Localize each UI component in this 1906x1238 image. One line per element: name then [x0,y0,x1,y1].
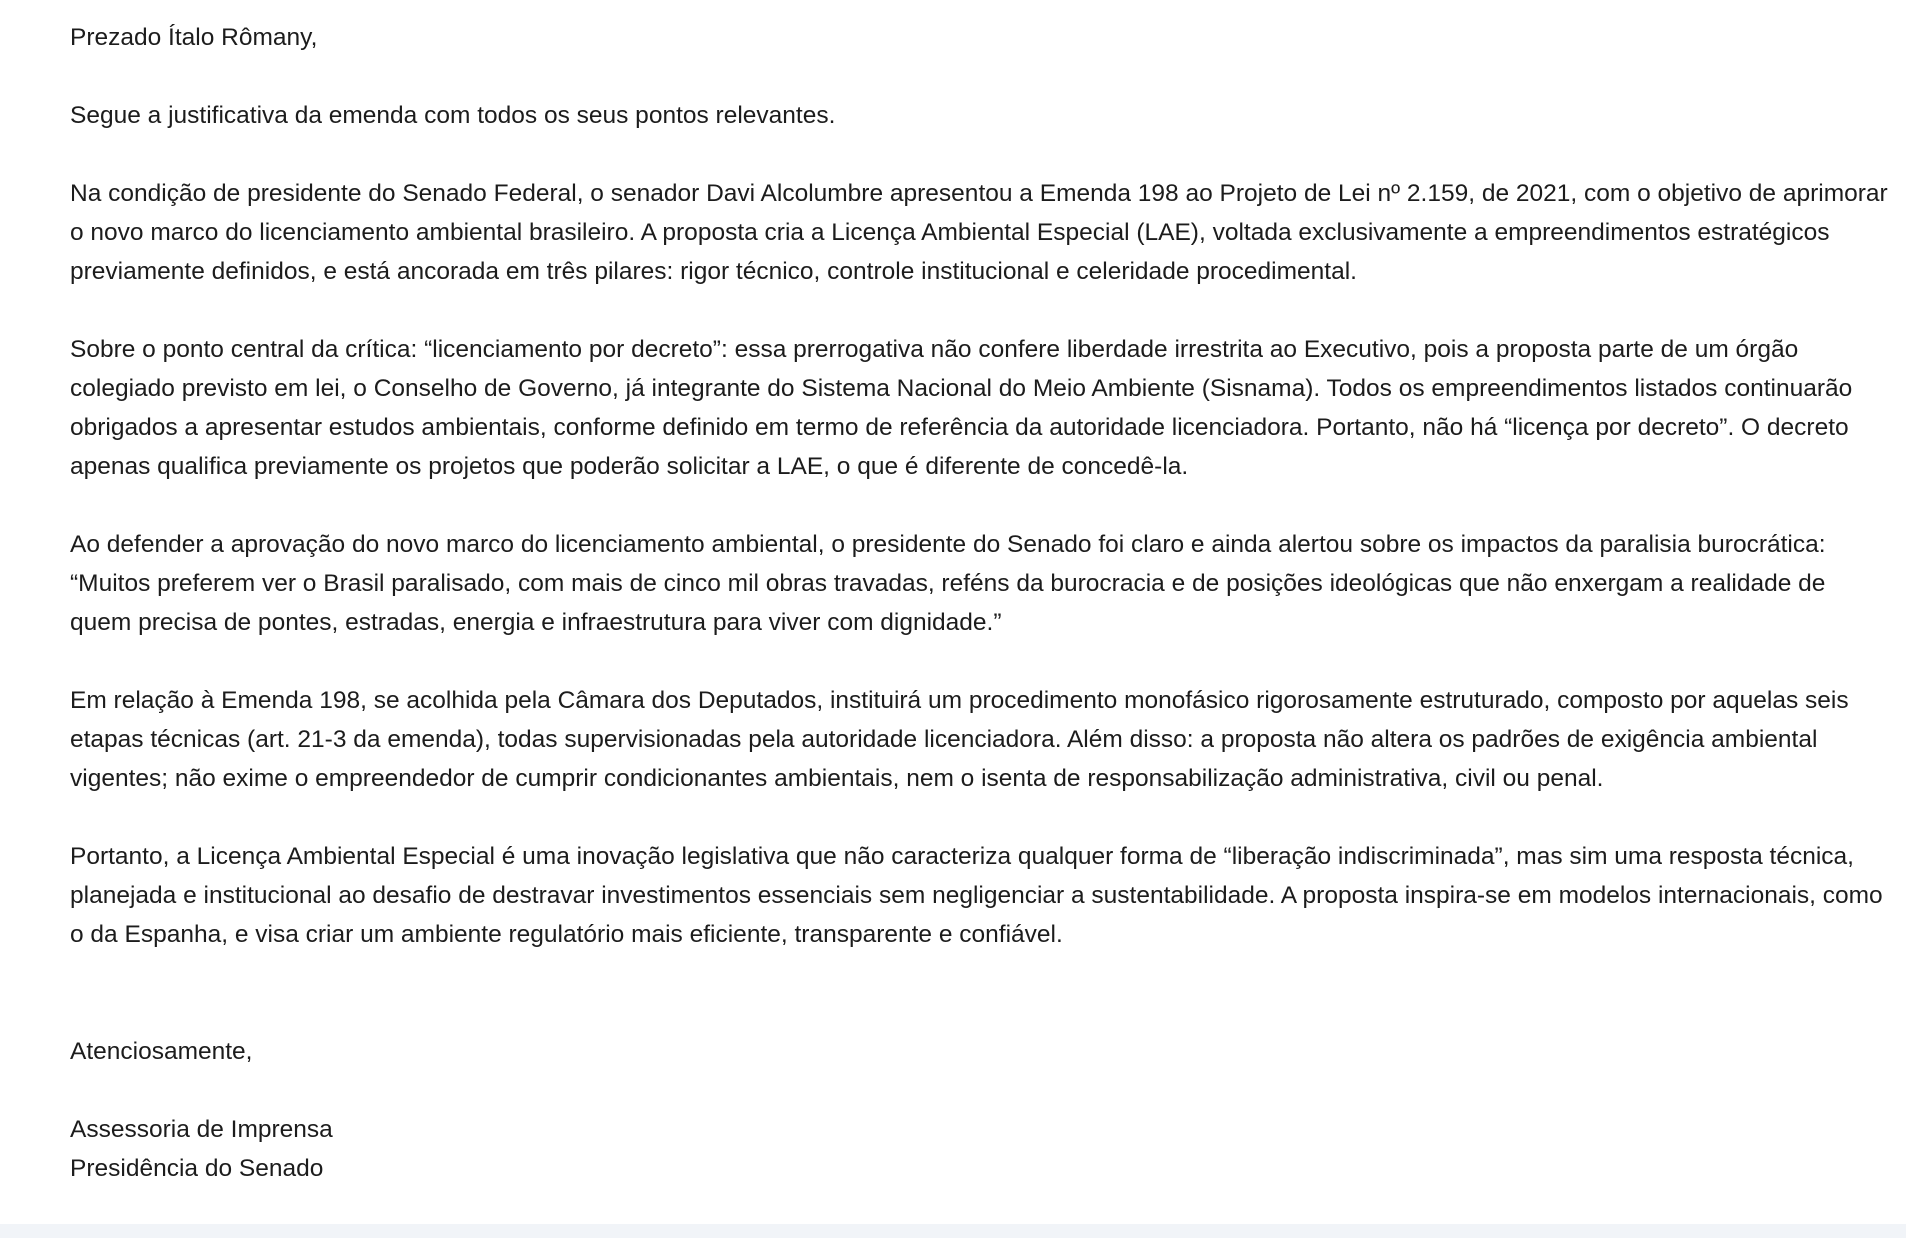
signature-line-department: Presidência do Senado [70,1155,324,1182]
email-paragraph-1: Na condição de presidente do Senado Federal, o senador Davi Alcolumbre apresentou a Emenda 198 ao Projeto de Lei nº 2.159, de 2021, com o objetivo de aprimorar o novo marco do licenciamento ambiental brasileiro. A proposta cria a Licença Ambiental Especial (LAE), voltada exclusivamente a empreendimentos estratégicos previamente definidos, e está ancorada em três pilares: rigor técnico, controle institucional e celeridade procedimental. [70,180,1888,285]
signature-line-organization: Assessoria de Imprensa [70,1116,333,1143]
email-paragraph-2: Sobre o ponto central da crítica: “licenciamento por decreto”: essa prerrogativa não confere liberdade irrestrita ao Executivo, pois a proposta parte de um órgão colegiado previsto em lei, o Conselho de Governo, já integrante do Sistema Nacional do Meio Ambiente (Sisnama). Todos os empreendimentos listados continuarão obrigados a apresentar estudos ambientais, conforme definido em termo de referência da autoridade licenciadora. Portanto, não há “licença por decreto”. O decreto apenas qualifica previamente os projetos que poderão solicitar a LAE, o que é diferente de concedê-la. [70,336,1853,480]
email-greeting: Prezado Ítalo Rômany, [70,24,318,51]
email-paragraph-5: Portanto, a Licença Ambiental Especial é uma inovação legislativa que não caracteriza qualquer forma de “liberação indiscriminada”, mas sim uma resposta técnica, planejada e institucional ao desafio de destravar investimentos essenciais sem negligenciar a sustentabilidade. A proposta inspira-se em modelos internacionais, como o da Espanha, e visa criar um ambiente regulatório mais eficiente, transparente e confiável. [70,843,1883,948]
email-closing: Atenciosamente, [70,1038,253,1065]
email-signature [70,1110,1890,1188]
email-intro: Segue a justificativa da emenda com todos os seus pontos relevantes. [70,102,836,129]
email-body [70,18,1890,1227]
email-paragraph-4: Em relação à Emenda 198, se acolhida pela Câmara dos Deputados, instituirá um procedimento monofásico rigorosamente estruturado, composto por aquelas seis etapas técnicas (art. 21-3 da emenda), todas supervisionadas pela autoridade licenciadora. Além disso: a proposta não altera os padrões de exigência ambiental vigentes; não exime o empreendedor de cumprir condicionantes ambientais, nem o isenta de responsabilização administrativa, civil ou penal. [70,687,1849,792]
email-paragraph-3: Ao defender a aprovação do novo marco do licenciamento ambiental, o presidente do Senado foi claro e ainda alertou sobre os impactos da paralisia burocrática: “Muitos preferem ver o Brasil paralisado, com mais de cinco mil obras travadas, reféns da burocracia e de posições ideológicas que não enxergam a realidade de quem precisa de pontes, estradas, energia e infraestrutura para viver com dignidade.” [70,531,1826,636]
bottom-edge-strip [0,1224,1906,1238]
